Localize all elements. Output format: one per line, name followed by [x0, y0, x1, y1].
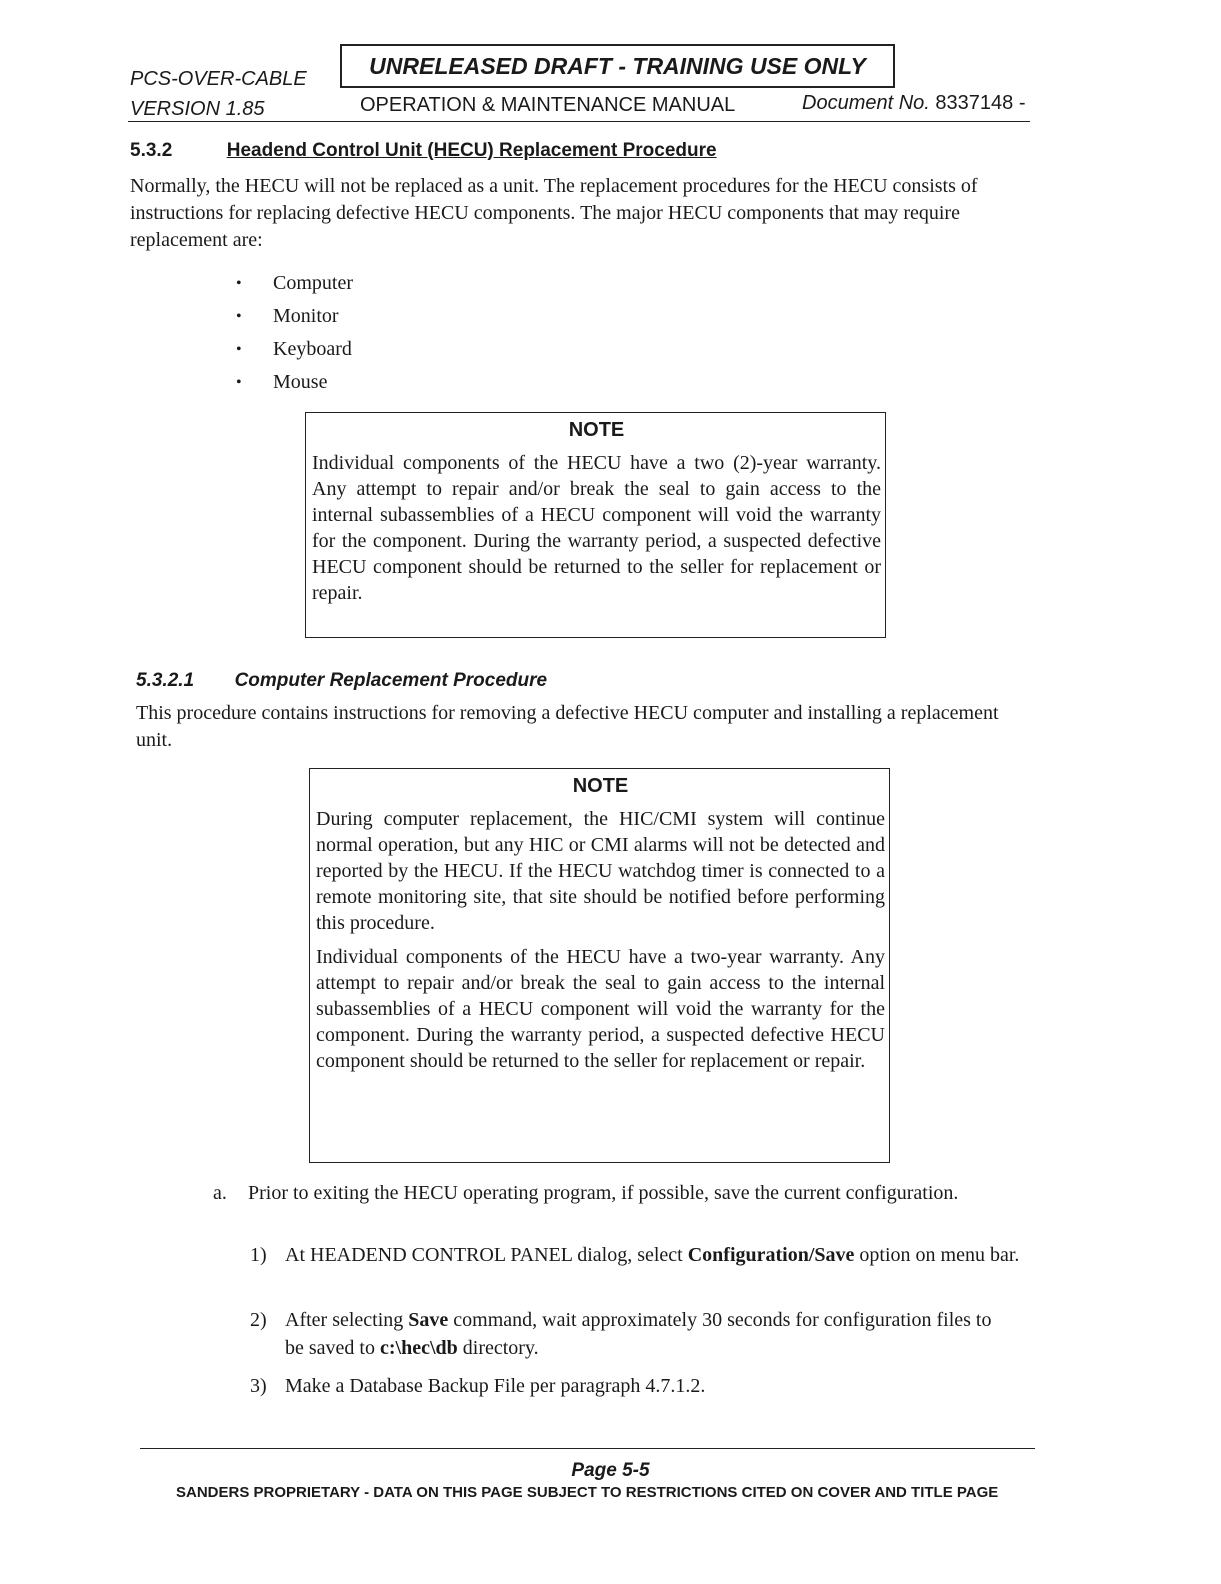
section-532-title: Headend Control Unit (HECU) Replacement Procedure [226, 140, 717, 161]
step-a [213, 1179, 1033, 1207]
note-text: Individual components of the HECU have a two (2)-year warranty. Any attempt to repair and/or break the seal to gain access to the internal subassemblies of a HECU component will void the warranty for the component. During the warranty period, a suspected defective HECU component should be returned to the seller for replacement or repair. [312, 452, 881, 604]
menu-path: Configuration/Save [687, 1244, 855, 1266]
list-item: • Mouse [236, 369, 353, 402]
step-a-text: Prior to exiting the HECU operating program, if possible, save the current configuration. [248, 1182, 959, 1204]
substep-1 [250, 1241, 1075, 1269]
proprietary-notice: SANDERS PROPRIETARY - DATA ON THIS PAGE SUBJECT TO RESTRICTIONS CITED ON COVER AND TITLE PAGE [176, 1484, 999, 1501]
document-number-value: 8337148 - [935, 92, 1026, 114]
directory-path: c:\hec\db [379, 1337, 458, 1359]
note-title: NOTE [568, 419, 625, 441]
section-5321-title: Computer Replacement Procedure [234, 670, 548, 691]
substep-3-label: 3) [250, 1375, 267, 1397]
section-532-heading [130, 140, 717, 162]
section-5321-intro: This procedure contains instructions for removing a defective HECU computer and installing a replacement unit. [136, 702, 999, 751]
section-5321-heading [136, 670, 547, 692]
substep-1-label: 1) [250, 1244, 267, 1266]
section-532-number: 5.3.2 [130, 140, 173, 161]
list-item: • Computer [236, 270, 353, 303]
list-item: • Monitor [236, 303, 353, 336]
list-item: • Keyboard [236, 336, 353, 369]
section-532-intro: Normally, the HECU will not be replaced as a unit. The replacement procedures for the HECU consists of instructions for replacing defective HECU components. The major HECU components that may require replacement are: [130, 175, 978, 251]
note-paragraph-alarms: During computer replacement, the HIC/CMI system will continue normal operation, but any HIC or CMI alarms will not be detected and reported by the HECU. If the HECU watchdog timer is connected to a remote monitoring site, that site should be notified before performing this procedure. [316, 808, 885, 934]
document-number [802, 92, 1025, 115]
component-list [236, 270, 353, 402]
draft-banner-text: UNRELEASED DRAFT - TRAINING USE ONLY [369, 52, 866, 79]
substep-3-text: Make a Database Backup File per paragraph 4.7.1.2. [285, 1375, 706, 1397]
product-name: PCS-OVER-CABLE [130, 68, 307, 90]
substep-2-label: 2) [250, 1309, 267, 1331]
section-5321-number: 5.3.2.1 [136, 670, 195, 691]
substep-1-text: At HEADEND CONTROL PANEL dialog, select Configuration/Save option on menu bar. [285, 1244, 1020, 1266]
note-title: NOTE [572, 775, 629, 797]
command-name: Save [408, 1309, 449, 1331]
draft-banner [340, 44, 895, 88]
version-label: VERSION 1.85 [130, 98, 265, 120]
header-divider [128, 121, 1030, 122]
note-paragraph-warranty: Individual components of the HECU have a two-year warranty. Any attempt to repair and/or break the seal to gain access to the internal subassemblies of a HECU component will void the warranty for the component. During the warranty period, a suspected defective HECU component should be returned to the seller for replacement or repair. [316, 946, 885, 1072]
step-a-label: a. [213, 1182, 227, 1204]
computer-replacement-note-box [309, 768, 890, 1163]
substep-2-text: After selecting Save command, wait approximately 30 seconds for configuration files to be saved to c:\hec\db directory. [285, 1309, 992, 1359]
page-number: Page 5-5 [571, 1460, 650, 1481]
warranty-note-box [305, 412, 886, 638]
substep-3 [250, 1372, 1010, 1400]
footer-divider [140, 1448, 1035, 1449]
substep-2 [250, 1306, 1010, 1362]
document-number-label: Document No. [802, 92, 930, 114]
manual-title: OPERATION & MAINTENANCE MANUAL [360, 94, 736, 116]
